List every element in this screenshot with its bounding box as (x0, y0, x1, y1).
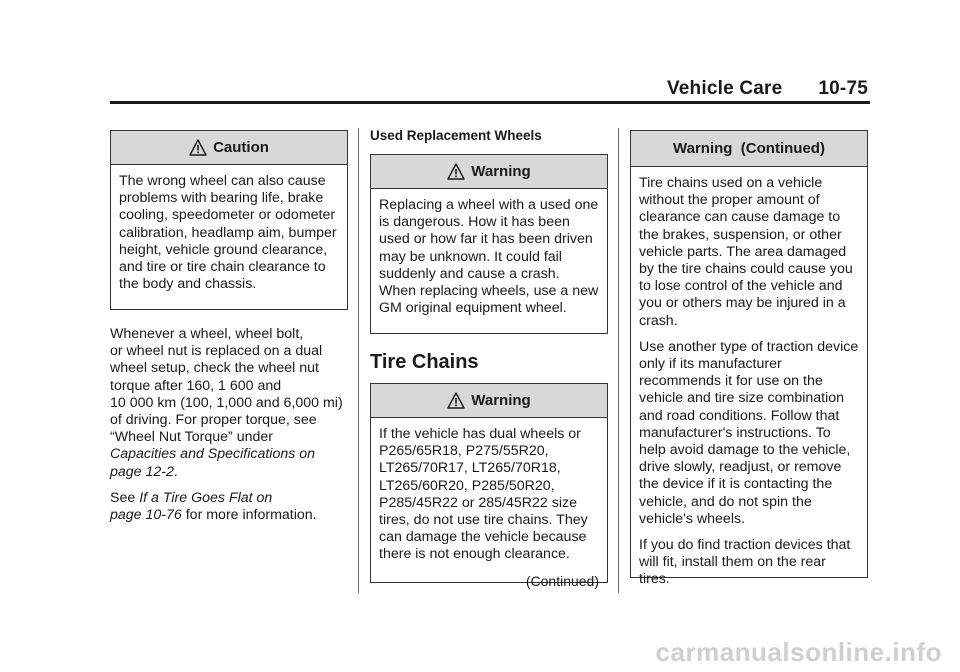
see-text: See (110, 489, 140, 506)
para-line-7: “Wheel Nut Torque” under (110, 429, 273, 446)
capacities-page-link[interactable]: page 12-2 (110, 463, 174, 480)
warning-box-header (371, 384, 607, 418)
capacities-link[interactable]: Capacities and Specifications on (110, 446, 316, 463)
caution-text: The wrong wheel can also cause problems with bearing life, brake cooling, speedometer or odometer calibration, headlamp aim, bumper height, vehicle ground clearance, and tire or tire chain clearance to the body and chassis. (119, 173, 337, 293)
wheel-nut-paragraph (110, 326, 350, 533)
warning-box-continued (630, 130, 868, 588)
warning-paragraph-1: Tire chains used on a vehicle without the proper amount of clearance can cause damage to the brakes, suspension, or other vehicle parts. The area damaged by the tire chains could cause you to lose control of the vehicle and you or others may be injured in a crash. (639, 175, 853, 329)
warning-paragraph-3: If you do find traction devices that will fit, install them on the rear tires. (639, 537, 851, 588)
para-end: . (173, 463, 178, 480)
used-wheels-subheading: Used Replacement Wheels (370, 128, 542, 143)
para-line-4: torque after 160, 1 600 and (110, 377, 282, 394)
page-header (110, 78, 868, 100)
warning-continued-body (631, 167, 867, 597)
para-line-3: wheel setup, check the wheel nut (110, 360, 320, 377)
warning-title: Warning (471, 163, 531, 180)
caution-title: Caution (213, 139, 269, 156)
watermark: carmanualsonline.info (655, 637, 942, 667)
column-divider-2 (618, 128, 619, 593)
warning-body (371, 418, 607, 594)
para-line-1: Whenever a wheel, wheel bolt, (110, 326, 304, 342)
page-number: 10-75 (818, 78, 868, 99)
para-line-5: 10 000 km (100, 1,000 and 6,000 mi) (110, 394, 343, 411)
tire-flat-link[interactable]: If a Tire Goes Flat on (139, 489, 273, 506)
warning-continued-header (631, 131, 867, 167)
para-line-6: of driving. For proper torque, see (110, 412, 317, 429)
tire-chains-title: Tire Chains (370, 351, 479, 373)
warning-text: Replacing a wheel with a used one is dangerous. How it has been used or how far it has been driven may be unknown. It could fail suddenly and cause a crash. When replacing wheels, use a new GM original equipment wheel. (379, 197, 599, 317)
warning-body (371, 189, 607, 325)
caution-box (110, 130, 348, 310)
caution-box-header (111, 131, 347, 165)
tire-flat-page-link[interactable]: page 10-76 (110, 507, 182, 524)
warning-continued-title: Warning (Continued) (673, 140, 825, 157)
section-name: Vehicle Care (666, 78, 783, 99)
warning-box-used-wheels (370, 154, 608, 334)
warning-box-tire-chains (370, 383, 608, 589)
warning-icon (447, 392, 465, 409)
continued-label: (Continued) (525, 572, 599, 589)
column-divider-1 (358, 128, 359, 593)
warning-text: If the vehicle has dual wheels or P265/65R18, P275/55R20, LT265/70R17, LT265/70R18, LT265/60R20, P285/50R20, P285/45R22 or 285/45R22 size tires, do not use tire chains. They can damage the vehicle because there is not enough clearance. (379, 426, 588, 563)
caution-icon (189, 139, 207, 156)
warning-icon (447, 163, 465, 180)
warning-title: Warning (471, 392, 531, 409)
caution-body (111, 165, 347, 301)
warning-box-header (371, 155, 607, 189)
warning-paragraph-2: Use another type of traction device only if its manufacturer recommends it for use on the vehicle and tire size combination and road conditions. Follow that manufacturer's instructions. To help avoid damage to the vehicle, drive slowly, readjust, or remove the device if it is contacting the vehicle, and do not spin the vehicle's wheels. (639, 338, 859, 527)
more-info-text: for more information. (181, 507, 317, 524)
header-rule (110, 101, 870, 104)
para-line-2: or wheel nut is replaced on a dual (110, 343, 323, 360)
